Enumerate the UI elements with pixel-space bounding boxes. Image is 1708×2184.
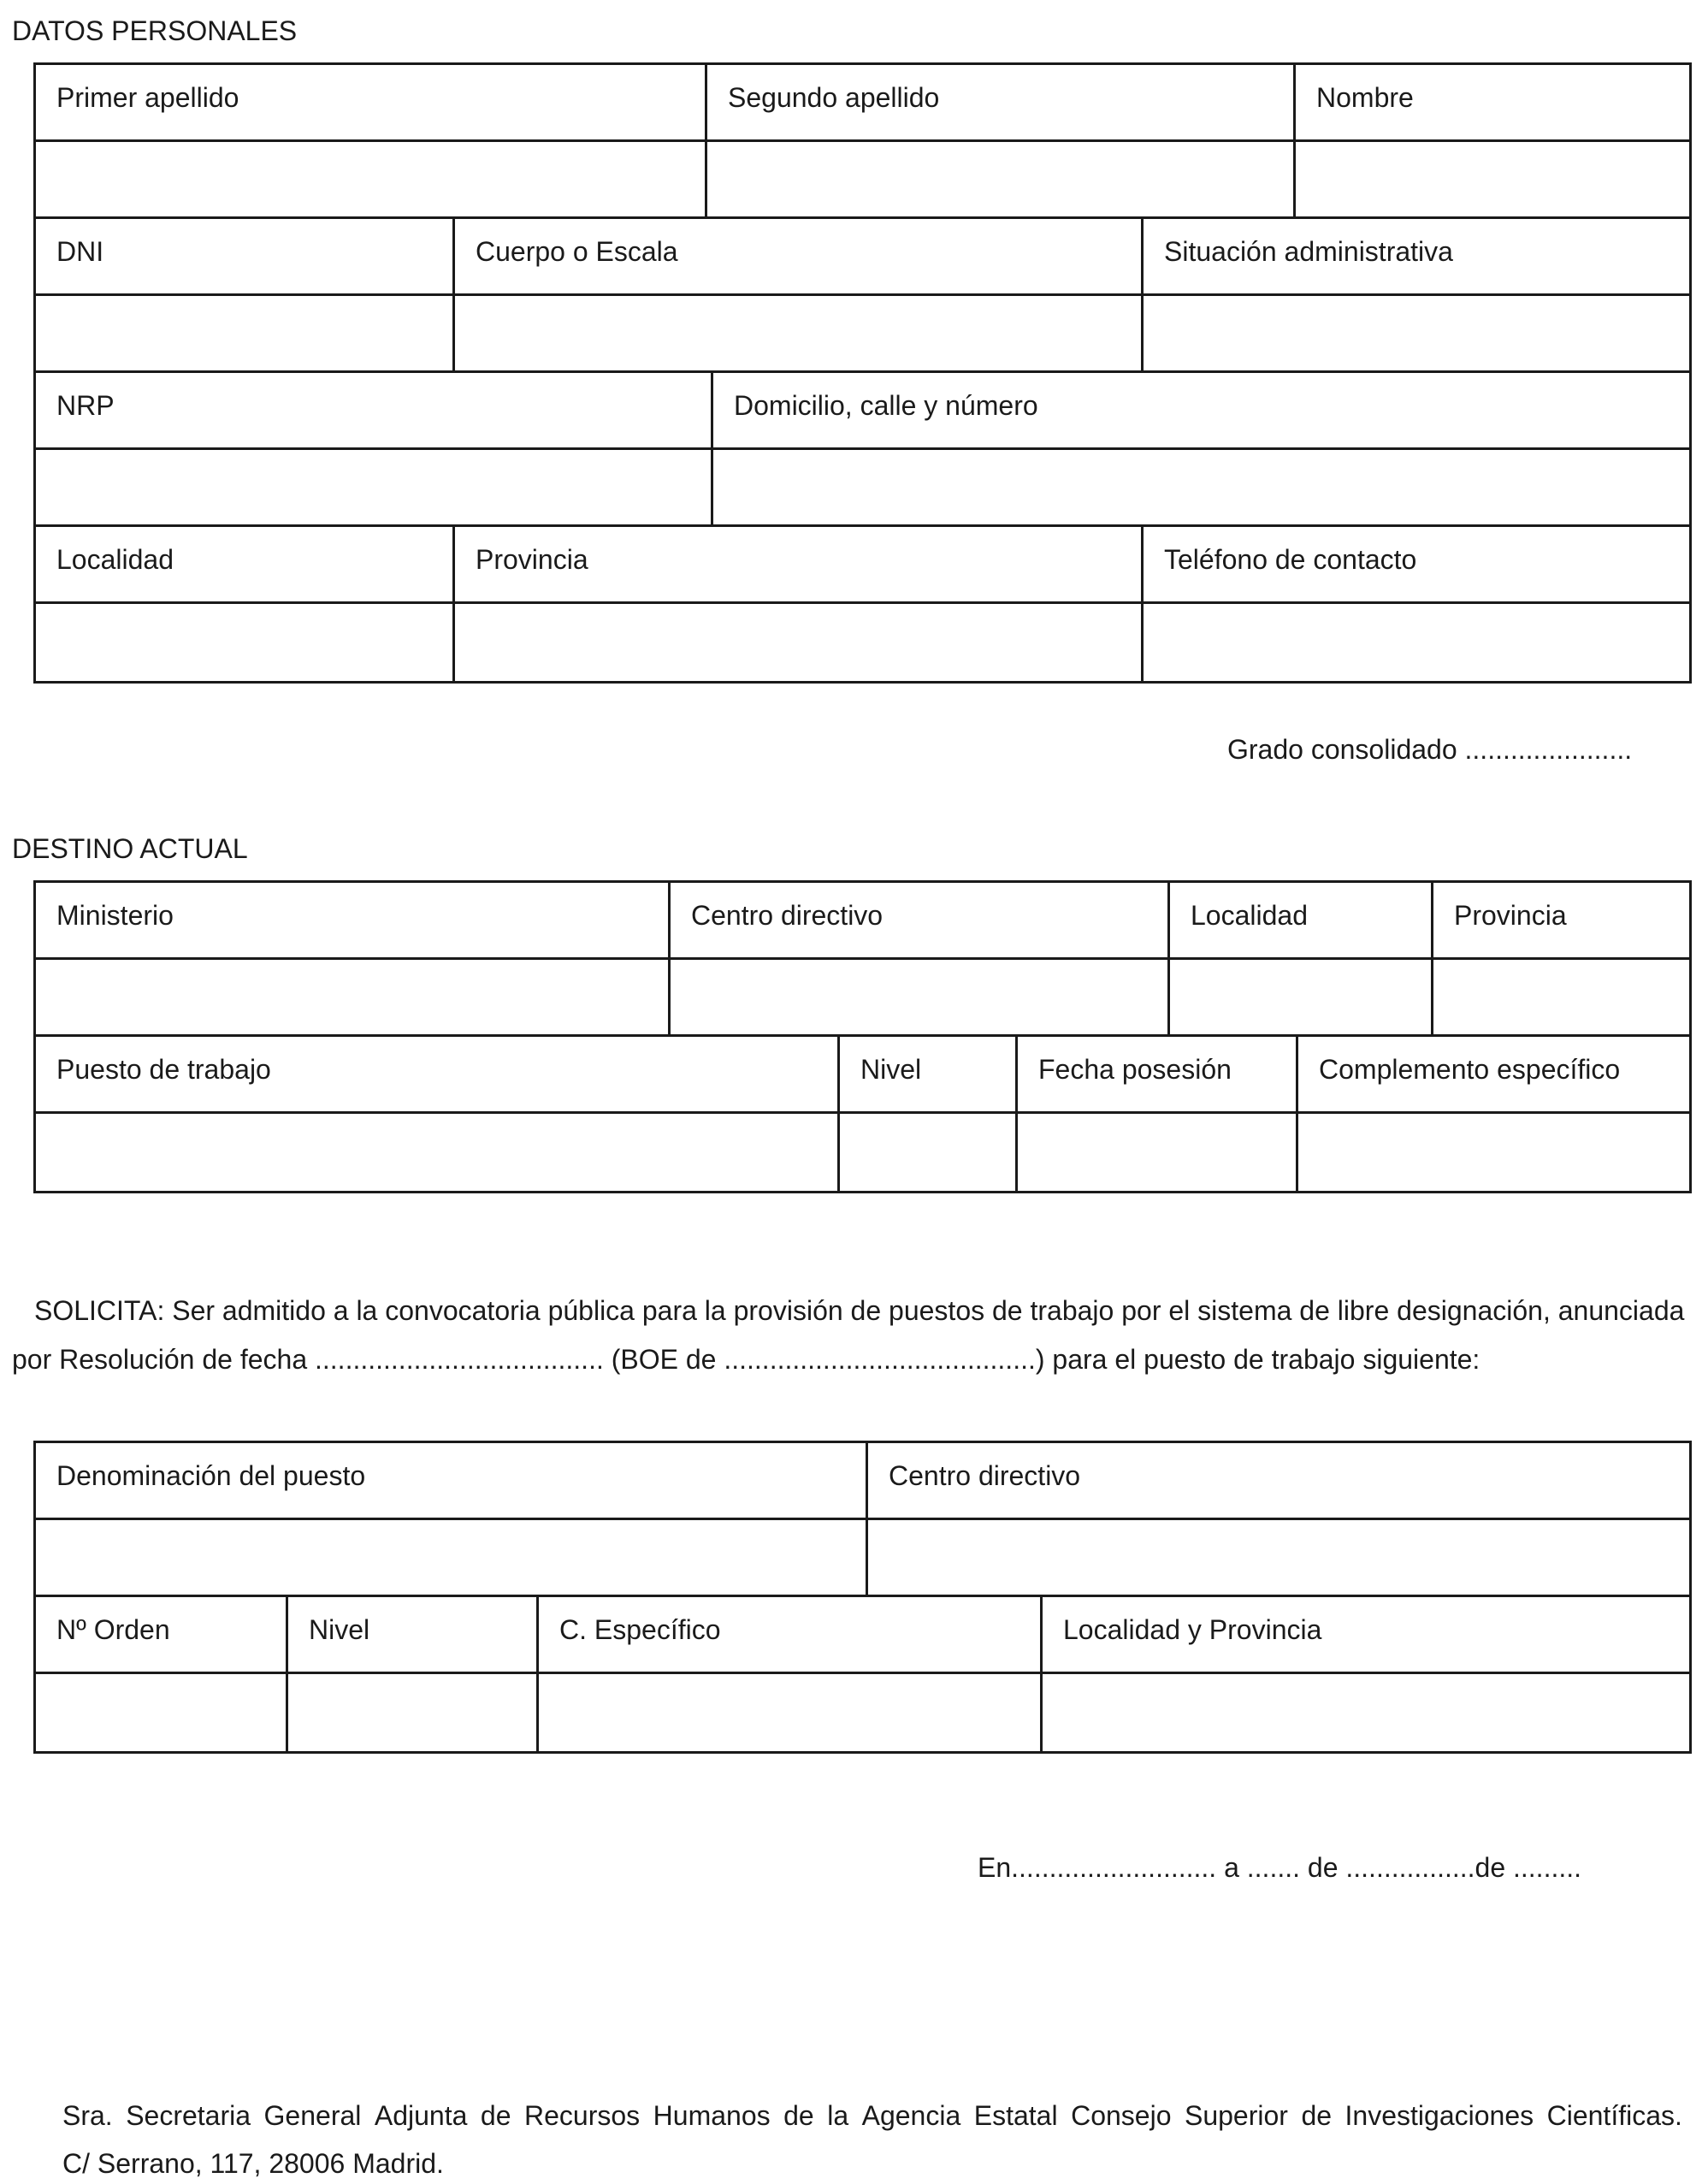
fecha-posesion-field[interactable]	[1018, 1114, 1298, 1191]
destino-labels-row-1	[36, 883, 1689, 960]
section-title-destino-actual: DESTINO ACTUAL	[12, 833, 248, 864]
label-cuerpo-escala: Cuerpo o Escala	[455, 219, 1144, 293]
personal-fields-row-1	[36, 142, 1689, 219]
destino-labels-row-2	[36, 1037, 1689, 1114]
puesto-labels-row-1	[36, 1443, 1689, 1520]
grado-consolidado-line: Grado consolidado ......................	[1227, 734, 1633, 765]
personal-fields-row-2	[36, 296, 1689, 373]
c-especifico-field[interactable]	[539, 1674, 1043, 1751]
nombre-field[interactable]	[1296, 142, 1689, 216]
label-dni: DNI	[36, 219, 455, 293]
numero-orden-field[interactable]	[36, 1674, 288, 1751]
ministerio-field[interactable]	[36, 960, 671, 1034]
addressee-word: Humanos	[653, 2100, 771, 2131]
localidad-field[interactable]	[36, 604, 455, 681]
nivel-field[interactable]	[840, 1114, 1018, 1191]
addressee-word: Recursos	[524, 2100, 641, 2131]
label-localidad-destino: Localidad	[1170, 883, 1433, 957]
addressee-line-2: C/ Serrano, 117, 28006 Madrid.	[62, 2148, 444, 2179]
label-centro-directivo: Centro directivo	[671, 883, 1170, 957]
addressee-word: Superior	[1184, 2100, 1288, 2131]
section-title-datos-personales: DATOS PERSONALES	[12, 15, 298, 46]
label-nrp: NRP	[36, 373, 713, 447]
label-situacion-administrativa: Situación administrativa	[1164, 236, 1453, 267]
telefono-contacto-field[interactable]	[1144, 604, 1689, 681]
label-primer-apellido: Primer apellido	[36, 65, 707, 139]
label-numero-orden: Nº Orden	[36, 1597, 288, 1672]
nivel-puesto-field[interactable]	[288, 1674, 539, 1751]
addressee-word: de	[783, 2100, 814, 2131]
personal-labels-row-4	[36, 527, 1689, 604]
provincia-destino-field[interactable]	[1433, 960, 1689, 1034]
label-localidad: Localidad	[36, 527, 455, 601]
segundo-apellido-field[interactable]	[707, 142, 1296, 216]
label-puesto-trabajo: Puesto de trabajo	[36, 1037, 840, 1111]
domicilio-field[interactable]	[713, 450, 1689, 524]
label-segundo-apellido: Segundo apellido	[707, 65, 1296, 139]
label-c-especifico: C. Específico	[539, 1597, 1043, 1672]
puesto-solicitado-form	[33, 1441, 1692, 1754]
addressee-line-1	[62, 2100, 1682, 2132]
destino-actual-form	[33, 880, 1692, 1193]
label-nivel: Nivel	[840, 1037, 1018, 1111]
centro-directivo-puesto-field[interactable]	[868, 1520, 1689, 1595]
localidad-provincia-field[interactable]	[1043, 1674, 1689, 1751]
addressee-word: Agencia	[861, 2100, 961, 2131]
label-fecha-posesion: Fecha posesión	[1018, 1037, 1298, 1111]
cuerpo-escala-field[interactable]	[455, 296, 1144, 370]
complemento-especifico-field[interactable]	[1298, 1114, 1689, 1191]
label-nivel-puesto: Nivel	[288, 1597, 539, 1672]
nrp-field[interactable]	[36, 450, 713, 524]
puesto-labels-row-2	[36, 1597, 1689, 1674]
label-denominacion-puesto: Denominación del puesto	[36, 1443, 868, 1518]
personal-data-form	[33, 62, 1692, 684]
label-telefono-contacto: Teléfono de contacto	[1164, 544, 1417, 575]
addressee-word: Estatal	[973, 2100, 1058, 2131]
addressee-word: Consejo	[1071, 2100, 1172, 2131]
dni-field[interactable]	[36, 296, 455, 370]
addressee-word: Sra.	[62, 2100, 113, 2131]
personal-labels-row-1	[36, 65, 1689, 142]
label-localidad-provincia: Localidad y Provincia	[1063, 1614, 1322, 1645]
puesto-fields-row-1	[36, 1520, 1689, 1597]
label-provincia-destino: Provincia	[1454, 900, 1567, 931]
addressee-word: Científicas.	[1546, 2100, 1682, 2131]
addressee-word: de	[1301, 2100, 1333, 2131]
label-provincia: Provincia	[455, 527, 1144, 601]
solicita-line-1: SOLICITA: Ser admitido a la convocatoria pública para la provisión de puestos de trabajo por el sistema de libre designación, anunciada	[34, 1295, 1685, 1326]
destino-fields-row-1	[36, 960, 1689, 1037]
personal-labels-row-2	[36, 219, 1689, 296]
primer-apellido-field[interactable]	[36, 142, 707, 216]
provincia-field[interactable]	[455, 604, 1144, 681]
label-ministerio: Ministerio	[36, 883, 671, 957]
destino-fields-row-2	[36, 1114, 1689, 1191]
addressee-word: General	[263, 2100, 362, 2131]
personal-fields-row-4	[36, 604, 1689, 681]
label-domicilio: Domicilio, calle y número	[734, 390, 1038, 421]
addressee-word: Secretaria	[126, 2100, 251, 2131]
addressee-word: la	[827, 2100, 849, 2131]
denominacion-puesto-field[interactable]	[36, 1520, 868, 1595]
label-centro-directivo-puesto: Centro directivo	[889, 1460, 1081, 1491]
addressee-word: de	[480, 2100, 511, 2131]
label-nombre: Nombre	[1316, 82, 1414, 113]
date-place-line: En........................... a ....... de .................de .........	[978, 1852, 1582, 1883]
addressee-word: Adjunta	[374, 2100, 468, 2131]
localidad-destino-field[interactable]	[1170, 960, 1433, 1034]
solicita-line-2: por Resolución de fecha ...................................... (BOE de .........................................) para el puesto de trabajo siguiente:	[12, 1344, 1480, 1375]
addressee-word: Investigaciones	[1345, 2100, 1534, 2131]
label-complemento-especifico: Complemento específico	[1319, 1054, 1621, 1085]
puesto-trabajo-field[interactable]	[36, 1114, 840, 1191]
personal-labels-row-3	[36, 373, 1689, 450]
centro-directivo-field[interactable]	[671, 960, 1170, 1034]
puesto-fields-row-2	[36, 1674, 1689, 1751]
personal-fields-row-3	[36, 450, 1689, 527]
situacion-administrativa-field[interactable]	[1144, 296, 1689, 370]
